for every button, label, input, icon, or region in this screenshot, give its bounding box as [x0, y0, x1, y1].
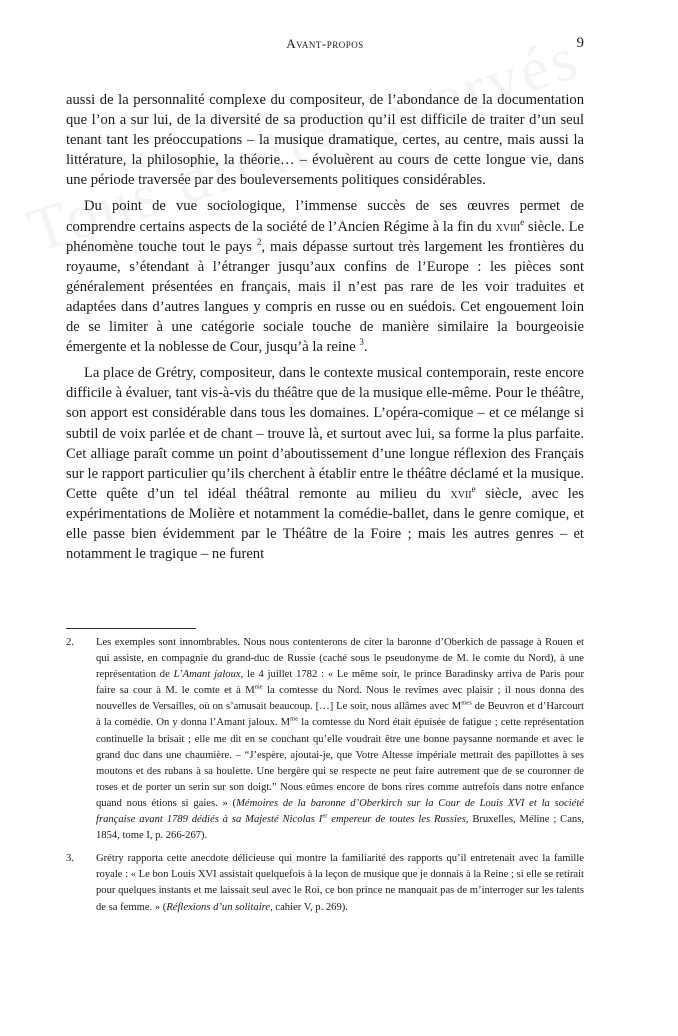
- century-numeral: xvii: [450, 485, 472, 502]
- footnote-text: , le 4 juillet 1782 : « Le même soir, le prince Baradinsky arriva de Paris pour faire sa cour à M. le comte et à M: [96, 669, 584, 697]
- footnote-text: , Bruxelles, Méline ; Cans, 1854, tome I, p. 266-267).: [96, 814, 584, 842]
- work-title: Réflexions d’un solitaire: [166, 901, 271, 913]
- work-title: empereur de toutes les Russies: [327, 814, 466, 826]
- abbrev-superscript: mes: [461, 699, 472, 707]
- footnote-text: , cahier V, p. 269).: [270, 901, 348, 913]
- footnote-separator: [66, 628, 196, 629]
- abbrev-superscript: me: [254, 683, 263, 691]
- paragraph-2: [66, 196, 584, 357]
- running-title: Avant-propos: [286, 36, 364, 51]
- footnote-ref-2[interactable]: 2: [256, 236, 262, 247]
- paragraph-3-text-b: siècle, avec les expérimentations de Molière et notamment la comédie-ballet, dans le genre comique, et elle passe bien évidemment par le Théâtre de la Foire ; mais les autres genres – et notamment le tragique – ne furent: [66, 485, 584, 563]
- footnote-3: [66, 851, 584, 915]
- footnote-text: Les exemples sont innombrables. Nous nous contenterons de citer la baronne d’Oberkich de passage à Rouen et qui assiste, en compagnie du grand-duc de Russie (caché sous le pseudonyme de M. le comte du Nord), à une représentation de: [96, 637, 584, 681]
- paragraph-1: aussi de la personnalité complexe du compositeur, de l’abondance de la documentation que l’on a sur lui, de la diversité de sa production qu’il est difficile de traiter d’un seul tenant tant les préoccupations – la musique dramatique, certes, au centre, mais aussi la littérature, la philosophie, la théorie… – évoluèrent au cours de cette longue vie, dans une période traversée par des bouleversements politiques considérables.: [66, 92, 584, 189]
- paragraph-3: [66, 363, 584, 564]
- footnote-2: [66, 635, 584, 844]
- footnote-text: Grétry rapporta cette anecdote délicieuse qui montre la familiarité des rapports qu’il entretenait avec la famille royale : « Le bon Louis XVI assistait quelquefois à la leçon de musique que je donnais à la Reine ; si elle se retirait pour quelques instants et me laissait seul avec le Roi, ce bon prince ne manquait pas de m’interroger sur les talents de sa femme. » (: [96, 853, 584, 913]
- century-superscript: e: [471, 483, 476, 494]
- page-number: 9: [576, 35, 584, 51]
- paragraph-3-text-a: La place de Grétry, compositeur, dans le contexte musical contemporain, reste encore difficile à évaluer, tant vis-à-vis du théâtre que de la musique elle-même. Pour le théâtre, son apport est considérable dans tous les domaines. L’opéra-comique – et ce mélange si subtil de voix parlée et de chant – trouve là, et surtout avec lui, sa forme la plus parfaite. Cet alliage paraît comme un point d’aboutissement d’une longue réflexion des Français sur le rapport particulier qu’ils cherchent à établir entre le théâtre déclamé et la musique. Cette quête d’un tel idéal théâtral remonte au milieu du: [66, 365, 584, 502]
- footnote-ref-3[interactable]: 3: [359, 337, 364, 348]
- century-superscript: e: [520, 216, 525, 227]
- paragraph-2-text-c: , mais dépasse surtout très largement les frontières du royaume, s’étendant à l’étranger jusqu’aux confins de l’Europe : les pièces sont généralement présentées en français, mais il n’est pas rare de les voir traduites et adaptées dans d’autres langues y compris en russe ou en suédois. Cet engouement loin de se limiter à une catégorie sociale touche de manière similaire la bourgeoisie émergente et la noblesse de Cour, jusqu’à la reine: [66, 238, 584, 356]
- footnote-number: 3.: [66, 853, 74, 865]
- paragraph-2-text-b: siècle. Le phénomène touche tout le pays: [66, 218, 584, 255]
- abbrev-superscript: me: [290, 715, 299, 723]
- paragraph-2-text-d: .: [363, 339, 368, 356]
- running-header: [66, 36, 584, 56]
- century-numeral: xviii: [495, 218, 521, 235]
- work-title: L’Amant jaloux: [173, 669, 241, 681]
- footnotes: [66, 635, 584, 923]
- footnote-text: la comtesse du Nord était épuisée de fatigue ; cette représentation continuelle la brisait ; elle me dit en se couchant qu’elle voudrait être une bonne paysanne normande et avec le grand duc dans une chaumière. – “J’espère, ajoutai-je, que Votre Altesse impériale mettrait des papillottes à ses moutons et des rubans à sa houlette. Une bergère qui se respecte ne peut faire autrement que de se couronner de roses et de porter un serin sur son doigt.” Nous eûmes encore de bons rires comme autrefois dans notre enfance quand nous étions si gaies. » (: [96, 717, 584, 809]
- footnote-number: 2.: [66, 637, 74, 648]
- footnote-text: de Beuvron et d’Harcourt à la comédie. On y donna l’Amant jaloux. M: [96, 701, 584, 729]
- paragraph-2-text-a: Du point de vue sociologique, l’immense succès de ses œuvres permet de comprendre certains aspects de la société de l’Ancien Régime à la fin du: [66, 198, 584, 235]
- footnote-text: la comtesse du Nord. Nous le revîmes avec plaisir ; il nous donna des nouvelles de Versailles, où on s’amusait beaucoup. […] Le soir, nous allâmes avec M: [96, 685, 584, 713]
- abbrev-superscript: er: [322, 812, 328, 820]
- main-text: [66, 90, 584, 570]
- work-title: Mémoires de la baronne d’Oberkirch sur la Cour de Louis XVI et la société française avant 1789 dédiés à sa Majesté Nicolas I: [96, 797, 584, 826]
